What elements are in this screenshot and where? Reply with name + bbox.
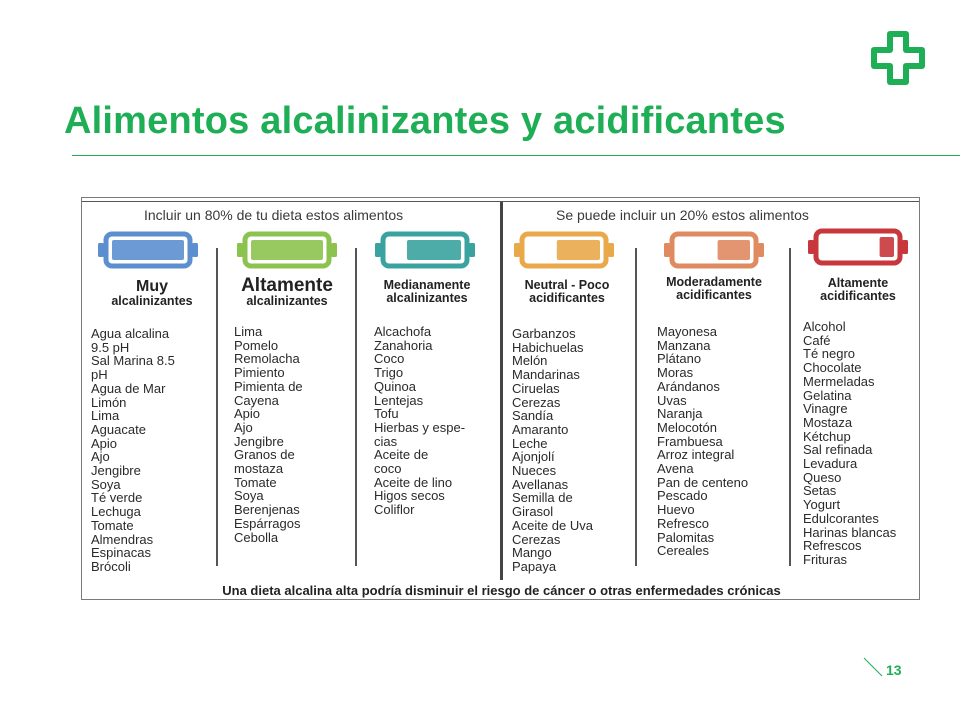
food-item: Quinoa	[374, 378, 416, 394]
food-item: Pimienta de	[234, 378, 303, 394]
food-item: Edulcorantes	[803, 510, 879, 526]
food-item: Refresco	[657, 515, 710, 531]
food-item: Café	[803, 332, 831, 348]
food-item: Lima	[234, 324, 263, 339]
food-item: Amaranto	[512, 421, 569, 437]
battery-terminal	[664, 243, 670, 257]
footer-note: Una dieta alcalina alta podría disminuir el riesgo de cáncer o otras enfermedades crónicas	[222, 583, 781, 598]
column-title-line2: acidificantes	[676, 288, 752, 302]
battery-fill	[557, 240, 600, 260]
food-item: Té negro	[803, 346, 856, 362]
food-item: Arroz integral	[657, 447, 735, 463]
food-list	[512, 327, 593, 574]
food-item: Cayena	[234, 392, 279, 408]
battery-terminal	[375, 243, 381, 257]
food-item: Plátano	[657, 351, 702, 367]
food-item: Agua alcalina	[91, 326, 170, 341]
food-item: Naranja	[657, 406, 703, 422]
food-item: Sal refinada	[803, 442, 873, 458]
food-item: Ciruelas	[512, 380, 560, 396]
food-item: Manzana	[657, 337, 711, 353]
food-item: Aceite de	[374, 447, 429, 463]
food-item: Pomelo	[234, 337, 279, 353]
battery-terminal	[902, 240, 908, 254]
food-item: Chocolate	[803, 360, 862, 376]
cross-logo-icon	[870, 30, 926, 86]
battery-fill	[112, 240, 184, 260]
column-title	[796, 277, 920, 303]
infographic-panel	[81, 197, 920, 600]
food-item: Setas	[803, 483, 837, 499]
column-title	[225, 276, 349, 308]
food-item: Lechuga	[91, 504, 141, 520]
food-item: Zanahoria	[374, 337, 433, 353]
food-item: Cebolla	[234, 529, 279, 545]
food-item: Melón	[512, 353, 548, 369]
food-item: Frituras	[803, 551, 848, 567]
food-item: Ajo	[234, 419, 253, 435]
food-item: Espárragos	[234, 515, 301, 531]
food-item: Semilla de	[512, 490, 573, 506]
food-item: Levadura	[803, 456, 858, 472]
column-divider	[635, 248, 637, 566]
food-item: Nueces	[512, 463, 557, 479]
food-item: Gelatina	[803, 387, 852, 403]
food-item: Refrescos	[803, 538, 862, 554]
food-item: Espinacas	[91, 545, 151, 561]
battery-icon	[237, 230, 337, 270]
food-item: Almendras	[91, 531, 154, 547]
food-item: Limón	[91, 394, 127, 410]
food-item: Alcachofa	[374, 324, 432, 339]
food-list	[234, 325, 303, 544]
food-item: Melocotón	[657, 419, 717, 435]
food-item: Cerezas	[512, 394, 561, 410]
page-marker-icon	[862, 656, 886, 680]
food-item: Huevo	[657, 502, 695, 518]
column-title-line2: acidificantes	[529, 291, 605, 305]
column-title-line2: acidificantes	[820, 289, 896, 303]
food-item: Coco	[374, 351, 405, 367]
food-list	[657, 325, 748, 558]
battery-fill	[407, 240, 461, 260]
food-item: Frambuesa	[657, 433, 723, 449]
column-title-line2: alcalinizantes	[111, 294, 193, 308]
food-item: Agua de Mar	[91, 380, 166, 396]
battery-terminal	[469, 243, 475, 257]
column-title-line1: Altamente	[827, 276, 889, 290]
column-title-line2: alcalinizantes	[386, 291, 468, 305]
column-title	[642, 276, 786, 302]
food-item: Aceite de Uva	[512, 517, 593, 533]
food-item: Aguacate	[91, 421, 146, 437]
food-item: Cereales	[657, 543, 710, 559]
food-item: Soya	[234, 488, 264, 504]
column-divider	[789, 248, 791, 566]
food-item: Tofu	[374, 406, 399, 422]
title-underline	[72, 155, 960, 156]
food-item: Ajo	[91, 449, 110, 465]
food-item: Ajonjolí	[512, 449, 555, 465]
food-item: Pimiento	[234, 365, 285, 381]
battery-icon	[664, 230, 764, 270]
food-item: Pan de centeno	[657, 474, 749, 490]
section-divider	[500, 202, 503, 580]
food-item: Soya	[91, 476, 121, 492]
food-item: Jengibre	[234, 433, 284, 449]
food-item: Girasol	[512, 504, 554, 520]
food-item: Uvas	[657, 392, 687, 408]
battery-terminal	[608, 243, 614, 257]
battery-icon	[514, 230, 614, 270]
food-item: pH	[91, 367, 108, 383]
food-item: Aceite de lino	[374, 474, 453, 490]
food-item: Vinagre	[803, 401, 848, 417]
food-item: Tomate	[234, 474, 277, 490]
food-item: Remolacha	[234, 351, 300, 367]
food-item: coco	[374, 461, 402, 477]
food-item: Apio	[91, 435, 118, 451]
food-list	[803, 320, 896, 567]
food-item: Alcohol	[803, 319, 846, 334]
food-item: cias	[374, 433, 398, 449]
battery-fill	[718, 240, 750, 260]
food-item: Sal Marina 8.5	[91, 353, 175, 369]
column-title-line1: Moderadamente	[666, 275, 762, 289]
column-divider	[216, 248, 218, 566]
food-item: Leche	[512, 435, 548, 451]
battery-terminal	[237, 243, 243, 257]
food-item: Sandía	[512, 408, 554, 424]
food-item: Pescado	[657, 488, 708, 504]
food-item: Yogurt	[803, 497, 841, 513]
food-item: Trigo	[374, 365, 404, 381]
battery-icon	[375, 230, 475, 270]
food-item: Garbanzos	[512, 326, 576, 341]
food-item: Habichuelas	[512, 339, 584, 355]
battery-terminal	[98, 243, 104, 257]
food-item: Hierbas y espe-	[374, 419, 466, 435]
food-item: Brócoli	[91, 558, 131, 574]
column-title	[505, 279, 629, 305]
battery-icon	[98, 230, 198, 270]
acidic-section-heading: Se puede incluir un 20% estos alimentos	[556, 207, 809, 223]
food-item: Avellanas	[512, 476, 569, 492]
food-item: Coliflor	[374, 502, 415, 518]
food-item: Arándanos	[657, 378, 720, 394]
food-item: Lentejas	[374, 392, 424, 408]
column-title	[362, 279, 492, 305]
column-title	[90, 278, 214, 308]
food-item: Moras	[657, 365, 694, 381]
food-item: Tomate	[91, 517, 134, 533]
food-item: Avena	[657, 461, 694, 477]
food-item: Mayonesa	[657, 324, 717, 339]
food-item: Higos secos	[374, 488, 445, 504]
food-item: Mermeladas	[803, 373, 875, 389]
page-number: 13	[886, 662, 902, 678]
food-item: 9.5 pH	[91, 339, 130, 355]
food-item: Palomitas	[657, 529, 715, 545]
battery-fill	[880, 237, 894, 257]
column-title-line1: Altamente	[241, 275, 333, 296]
food-item: Jengibre	[91, 463, 141, 479]
battery-terminal	[808, 240, 814, 254]
food-item: Queso	[803, 469, 842, 485]
food-item: Papaya	[512, 558, 557, 574]
food-list	[374, 325, 465, 517]
food-item: Kétchup	[803, 428, 851, 444]
food-item: Berenjenas	[234, 502, 300, 518]
food-item: Mostaza	[803, 414, 853, 430]
battery-terminal	[192, 243, 198, 257]
food-item: Mango	[512, 545, 552, 561]
food-item: Té verde	[91, 490, 143, 506]
battery-icon	[808, 227, 908, 267]
food-item: Cerezas	[512, 531, 561, 547]
battery-terminal	[758, 243, 764, 257]
battery-terminal	[514, 243, 520, 257]
alkaline-section-heading: Incluir un 80% de tu dieta estos alimentos	[144, 207, 404, 223]
battery-terminal	[331, 243, 337, 257]
food-item: Lima	[91, 408, 120, 424]
battery-fill	[251, 240, 323, 260]
column-title-line1: Muy	[136, 278, 168, 295]
food-list	[91, 327, 175, 574]
food-item: Granos de	[234, 447, 295, 463]
column-title-line1: Medianamente	[383, 278, 471, 292]
column-title-line1: Neutral - Poco	[524, 278, 610, 292]
column-divider	[355, 248, 357, 566]
food-item: Apio	[234, 406, 261, 422]
food-item: Mandarinas	[512, 367, 580, 383]
slide-title: Alimentos alcalinizantes y acidificantes	[64, 100, 786, 142]
food-item: mostaza	[234, 461, 284, 477]
food-item: Harinas blancas	[803, 524, 897, 540]
column-title-line2: alcalinizantes	[246, 294, 328, 308]
